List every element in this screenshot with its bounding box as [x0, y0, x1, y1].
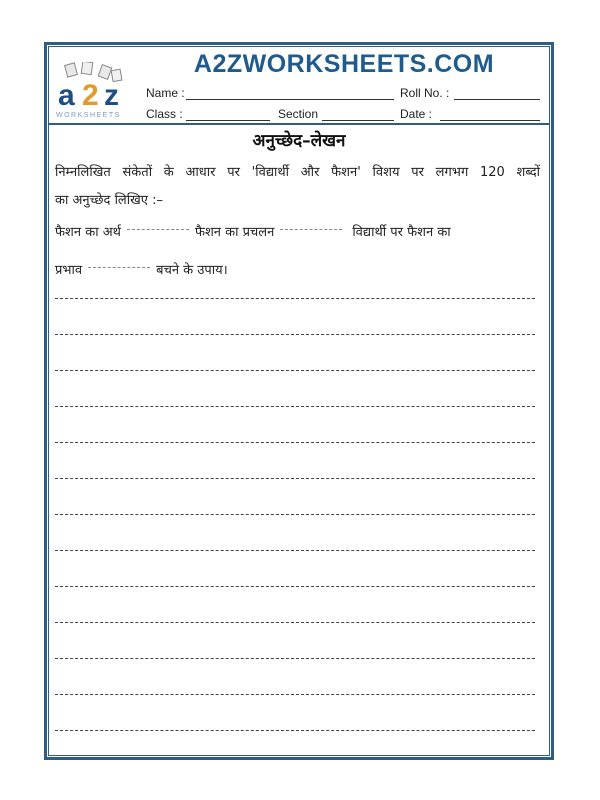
hint-trend: फैशन का प्रचलन: [194, 225, 275, 240]
hints-line-1: [55, 222, 540, 240]
class-field[interactable]: [186, 120, 270, 121]
hints-line-2: [55, 260, 540, 278]
writing-line[interactable]: [55, 550, 535, 551]
header-separator: [48, 123, 550, 125]
date-field[interactable]: [440, 120, 540, 121]
writing-line[interactable]: [55, 442, 535, 443]
site-title[interactable]: A2ZWORKSHEETS.COM: [193, 50, 495, 78]
writing-line[interactable]: [55, 514, 535, 515]
writing-line[interactable]: [55, 406, 535, 407]
hint-blank: [127, 229, 189, 230]
writing-line[interactable]: [55, 586, 535, 587]
instruction-line-2: का अनुच्छेद लिखिए :–: [55, 193, 163, 208]
writing-line[interactable]: [55, 370, 535, 371]
writing-line[interactable]: [55, 298, 535, 299]
writing-line[interactable]: [55, 694, 535, 695]
roll-no-field[interactable]: [454, 99, 540, 100]
section-field[interactable]: [322, 120, 394, 121]
roll-no-label: Roll No. :: [400, 86, 450, 100]
hint-effect-on-students: विद्यार्थी पर फैशन का: [352, 225, 451, 240]
worksheet-title: अनुच्छेद–लेखन: [252, 131, 346, 151]
name-field[interactable]: [186, 99, 394, 100]
writing-line[interactable]: [55, 478, 535, 479]
hint-blank: [88, 267, 150, 268]
writing-line[interactable]: [55, 334, 535, 335]
hint-prevention: बचने के उपाय।: [156, 263, 228, 278]
a2z-logo: [52, 62, 138, 120]
name-label: Name :: [146, 86, 185, 100]
date-label: Date :: [400, 107, 433, 121]
svg-text:a: a: [58, 79, 75, 112]
hint-meaning: फैशन का अर्थ: [55, 225, 121, 240]
instruction-line-1: निम्नलिखित संकेतों के आधार पर 'विद्यार्थी और फैशन' विशय पर लगभग 120 शब्दों: [55, 165, 540, 180]
svg-text:2: 2: [82, 79, 99, 112]
svg-text:WORKSHEETS: WORKSHEETS: [56, 112, 121, 119]
svg-text:z: z: [104, 79, 119, 112]
hint-blank: [280, 229, 342, 230]
writing-line[interactable]: [55, 622, 535, 623]
hint-effect: प्रभाव: [55, 263, 83, 278]
class-label: Class :: [146, 107, 183, 121]
writing-line[interactable]: [55, 658, 535, 659]
section-label: Section: [278, 107, 319, 121]
page-border-inner: [48, 46, 550, 756]
writing-line[interactable]: [55, 730, 535, 731]
